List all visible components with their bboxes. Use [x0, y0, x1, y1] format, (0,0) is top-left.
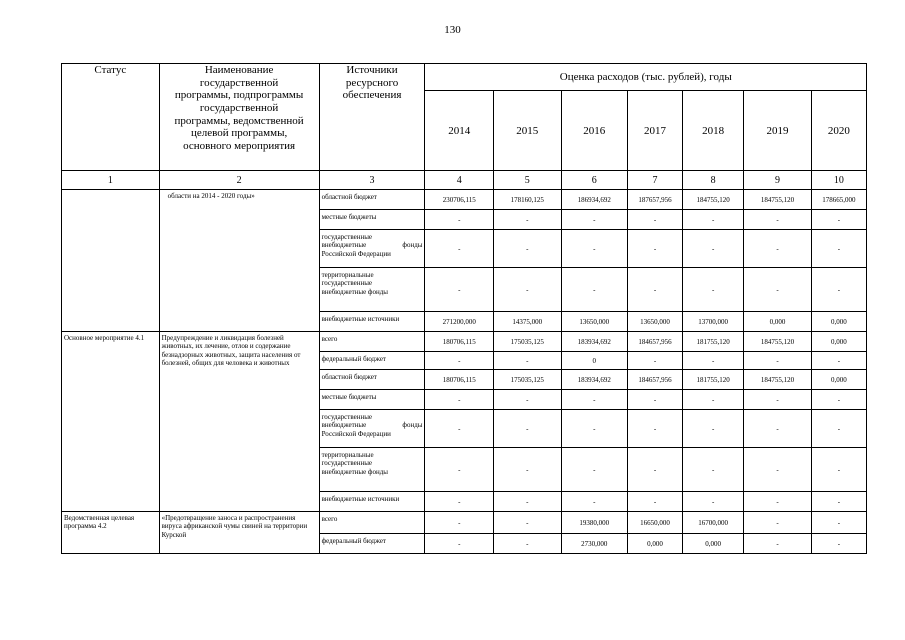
name-cell: Предупреждение и ликвидация болезней животных, их лечение, отлов и содержание безнадзорных животных, защита населения от болезней, общих для человека и животных [159, 332, 319, 512]
value-cell: 187657,956 [627, 190, 682, 210]
source-line: внебюджетные фонды [321, 421, 423, 430]
value-cell: - [811, 268, 866, 312]
value-cell: 0,000 [744, 312, 812, 332]
column-index: 8 [683, 171, 744, 190]
source-cell: внебюджетные источники [319, 312, 425, 332]
value-cell: - [627, 492, 682, 512]
value-cell: 186934,692 [561, 190, 627, 210]
value-cell: 175035,125 [494, 332, 562, 352]
value-cell: - [494, 390, 562, 410]
value-cell: 19380,000 [561, 512, 627, 534]
value-cell: - [425, 492, 494, 512]
value-cell: - [627, 352, 682, 370]
source-line: государственные [321, 233, 373, 241]
source-cell [319, 230, 425, 268]
value-cell: 230706,115 [425, 190, 494, 210]
column-index: 2 [159, 171, 319, 190]
value-cell: 184657,956 [627, 332, 682, 352]
value-cell: 14375,000 [494, 312, 562, 332]
value-cell: 184755,120 [744, 332, 812, 352]
source-cell: областной бюджет [319, 370, 425, 390]
source-line: территориальные [321, 451, 374, 459]
value-cell: - [683, 448, 744, 492]
value-cell: 16650,000 [627, 512, 682, 534]
source-cell [319, 448, 425, 492]
value-cell: - [494, 230, 562, 268]
table-row [62, 190, 867, 210]
year-2019: 2019 [744, 91, 812, 171]
year-2014: 2014 [425, 91, 494, 171]
header-sources: Источники ресурсного обеспечения [319, 64, 425, 171]
value-cell: - [744, 268, 812, 312]
value-cell: 175035,125 [494, 370, 562, 390]
value-cell: 0,000 [811, 312, 866, 332]
header-name: Наименование государственной программы, подпрограммы государственной программы, ведомственной целевой программы, основного мероприятия [159, 64, 319, 171]
value-cell: - [811, 352, 866, 370]
column-index: 9 [744, 171, 812, 190]
value-cell: - [425, 512, 494, 534]
value-cell: - [425, 534, 494, 554]
value-cell: 271200,000 [425, 312, 494, 332]
value-cell: - [627, 230, 682, 268]
source-cell [319, 268, 425, 312]
column-index: 1 [62, 171, 160, 190]
value-cell: - [744, 512, 812, 534]
value-cell: 16700,000 [683, 512, 744, 534]
column-index: 4 [425, 171, 494, 190]
value-cell: - [425, 448, 494, 492]
value-cell: - [683, 410, 744, 448]
value-cell: - [744, 210, 812, 230]
column-index: 10 [811, 171, 866, 190]
source-cell: федеральный бюджет [319, 534, 425, 554]
source-line: внебюджетные фонды [321, 241, 423, 250]
value-cell: - [494, 210, 562, 230]
value-cell: - [683, 352, 744, 370]
source-line: внебюджетные фонды [321, 287, 388, 296]
source-line: государственные [321, 459, 373, 468]
source-line: Российской Федерации [321, 429, 391, 438]
value-cell: - [811, 512, 866, 534]
value-cell: 0 [561, 352, 627, 370]
value-cell: - [494, 352, 562, 370]
value-cell: - [683, 268, 744, 312]
value-cell: - [627, 390, 682, 410]
value-cell: - [494, 492, 562, 512]
source-cell [319, 410, 425, 448]
year-2018: 2018 [683, 91, 744, 171]
status-cell [62, 190, 160, 332]
value-cell: 13650,000 [627, 312, 682, 332]
value-cell: - [425, 410, 494, 448]
status-cell: Ведомственная целевая программа 4.2 [62, 512, 160, 554]
column-index: 3 [319, 171, 425, 190]
value-cell: 13650,000 [561, 312, 627, 332]
value-cell: - [811, 390, 866, 410]
value-cell: 0,000 [683, 534, 744, 554]
name-cell: области на 2014 - 2020 годы» [159, 190, 319, 332]
value-cell: - [561, 410, 627, 448]
value-cell: - [425, 352, 494, 370]
table-row [62, 512, 867, 534]
source-line: внебюджетные фонды [321, 467, 388, 476]
value-cell: 13700,000 [683, 312, 744, 332]
value-cell: - [561, 448, 627, 492]
value-cell: - [683, 390, 744, 410]
value-cell: - [425, 230, 494, 268]
table-row [62, 332, 867, 352]
source-line: территориальные [321, 271, 374, 279]
value-cell: - [494, 534, 562, 554]
source-cell: областной бюджет [319, 190, 425, 210]
value-cell: - [561, 390, 627, 410]
year-2016: 2016 [561, 91, 627, 171]
value-cell: 184657,956 [627, 370, 682, 390]
value-cell: 184755,120 [744, 370, 812, 390]
value-cell: 180706,115 [425, 370, 494, 390]
value-cell: - [561, 492, 627, 512]
value-cell: 0,000 [811, 332, 866, 352]
value-cell: - [627, 448, 682, 492]
value-cell: - [627, 268, 682, 312]
value-cell: 183934,692 [561, 370, 627, 390]
source-line: государственные [321, 279, 373, 288]
value-cell: - [744, 352, 812, 370]
value-cell: - [811, 410, 866, 448]
source-cell: всего [319, 512, 425, 534]
value-cell: 178665,000 [811, 190, 866, 210]
source-cell: всего [319, 332, 425, 352]
column-index: 5 [494, 171, 562, 190]
year-2020: 2020 [811, 91, 866, 171]
value-cell: - [561, 210, 627, 230]
page-number: 130 [444, 24, 461, 36]
value-cell: 178160,125 [494, 190, 562, 210]
value-cell: - [494, 448, 562, 492]
value-cell: - [811, 448, 866, 492]
name-cell: «Предотвращение заноса и распространения вируса африканской чумы свиней на территории Курской [159, 512, 319, 554]
value-cell: - [744, 410, 812, 448]
value-cell: - [627, 410, 682, 448]
value-cell: - [494, 268, 562, 312]
value-cell: - [744, 230, 812, 268]
source-line: Российской Федерации [321, 249, 391, 258]
value-cell: - [627, 210, 682, 230]
value-cell: - [561, 230, 627, 268]
value-cell: - [744, 492, 812, 512]
value-cell: 184755,120 [683, 190, 744, 210]
source-cell: федеральный бюджет [319, 352, 425, 370]
value-cell: - [744, 448, 812, 492]
value-cell: - [683, 230, 744, 268]
value-cell: - [425, 210, 494, 230]
value-cell: 2730,000 [561, 534, 627, 554]
header-estimate: Оценка расходов (тыс. рублей), годы [425, 64, 867, 91]
value-cell: - [561, 268, 627, 312]
value-cell: - [425, 268, 494, 312]
status-cell: Основное мероприятие 4.1 [62, 332, 160, 512]
value-cell: 181755,120 [683, 370, 744, 390]
column-index: 6 [561, 171, 627, 190]
value-cell: - [494, 512, 562, 534]
value-cell: 181755,120 [683, 332, 744, 352]
column-index: 7 [627, 171, 682, 190]
value-cell: - [683, 492, 744, 512]
value-cell: - [494, 410, 562, 448]
resource-table [61, 63, 867, 554]
source-line: государственные [321, 413, 373, 421]
value-cell: - [811, 492, 866, 512]
source-cell: местные бюджеты [319, 390, 425, 410]
value-cell: - [744, 534, 812, 554]
source-cell: внебюджетные источники [319, 492, 425, 512]
value-cell: - [425, 390, 494, 410]
year-2017: 2017 [627, 91, 682, 171]
value-cell: 0,000 [627, 534, 682, 554]
value-cell: 183934,692 [561, 332, 627, 352]
value-cell: 0,000 [811, 370, 866, 390]
header-status: Статус [62, 64, 160, 171]
value-cell: - [744, 390, 812, 410]
year-2015: 2015 [494, 91, 562, 171]
source-cell: местные бюджеты [319, 210, 425, 230]
value-cell: - [683, 210, 744, 230]
value-cell: - [811, 534, 866, 554]
value-cell: 184755,120 [744, 190, 812, 210]
value-cell: - [811, 230, 866, 268]
value-cell: 180706,115 [425, 332, 494, 352]
value-cell: - [811, 210, 866, 230]
